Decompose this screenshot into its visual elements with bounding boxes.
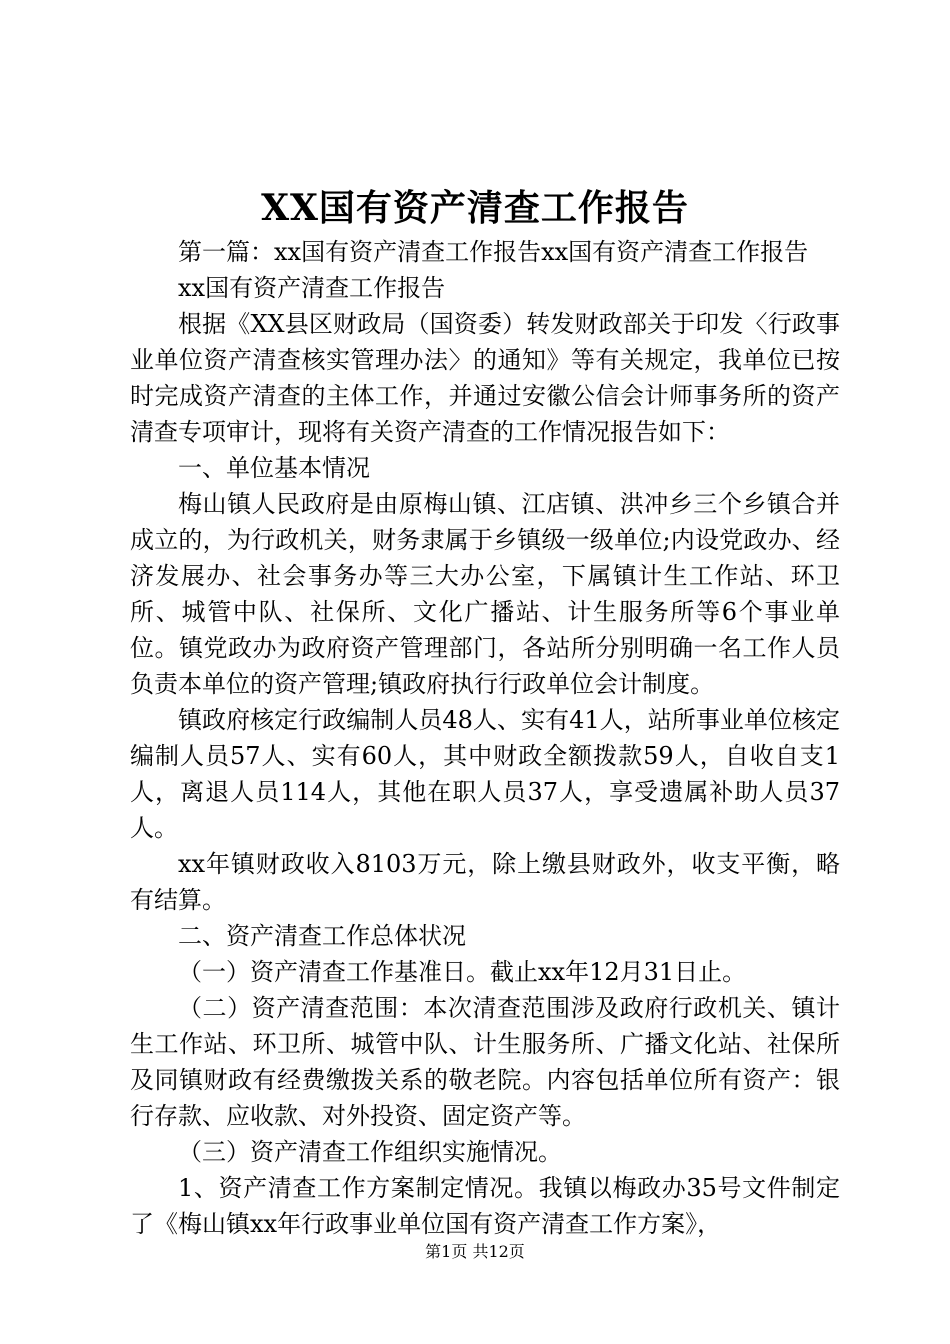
paragraph: 根据《XX县区财政局（国资委）转发财政部关于印发〈行政事业单位资产清查核实管理办法〉的通知》等有关规定，我单位已按时完成资产清查的主体工作，并通过安徽公信会计师事务所的资产清查专项审计，现将有关资产清查的工作情况报告如下： [130, 310, 840, 446]
paragraph: 第一篇：xx国有资产清查工作报告xx国有资产清查工作报告 [178, 238, 809, 266]
document-body [130, 234, 840, 1242]
document-title: XX国有资产清查工作报告 [261, 187, 689, 229]
paragraph: 梅山镇人民政府是由原梅山镇、江店镇、洪冲乡三个乡镇合并成立的，为行政机关，财务隶属于乡镇级一级单位;内设党政办、经济发展办、社会事务办等三大办公室，下属镇计生工作站、环卫所、城管中队、社保所、文化广播站、计生服务所等6个事业单位。镇党政办为政府资产管理部门，各站所分别明确一名工作人员负责本单位的资产管理;镇政府执行行政单位会计制度。 [130, 490, 840, 698]
paragraph: （三）资产清查工作组织实施情况。 [178, 1138, 562, 1166]
section-heading: 一、单位基本情况 [178, 454, 370, 482]
paragraph: 1、资产清查工作方案制定情况。我镇以梅政办35号文件制定了《梅山镇xx年行政事业单位国有资产清查工作方案》， [130, 1174, 840, 1238]
paragraph: （一）资产清查工作基准日。截止xx年12月31日止。 [178, 958, 747, 986]
paragraph: 镇政府核定行政编制人员48人、实有41人，站所事业单位核定编制人员57人、实有60人，其中财政全额拨款59人，自收自支1人，离退人员114人，其他在职人员37人，享受遗属补助人员37人。 [130, 706, 840, 842]
paragraph: xx国有资产清查工作报告 [178, 274, 446, 302]
page-footer: 第1页 共12页 [425, 1242, 525, 1261]
paragraph: （二）资产清查范围：本次清查范围涉及政府行政机关、镇计生工作站、环卫所、城管中队、计生服务所、广播文化站、社保所及同镇财政有经费缴拨关系的敬老院。内容包括单位所有资产：银行存款、应收款、对外投资、固定资产等。 [130, 994, 840, 1130]
section-heading: 二、资产清查工作总体状况 [178, 922, 466, 950]
paragraph: xx年镇财政收入8103万元，除上缴县财政外，收支平衡，略有结算。 [130, 850, 840, 914]
